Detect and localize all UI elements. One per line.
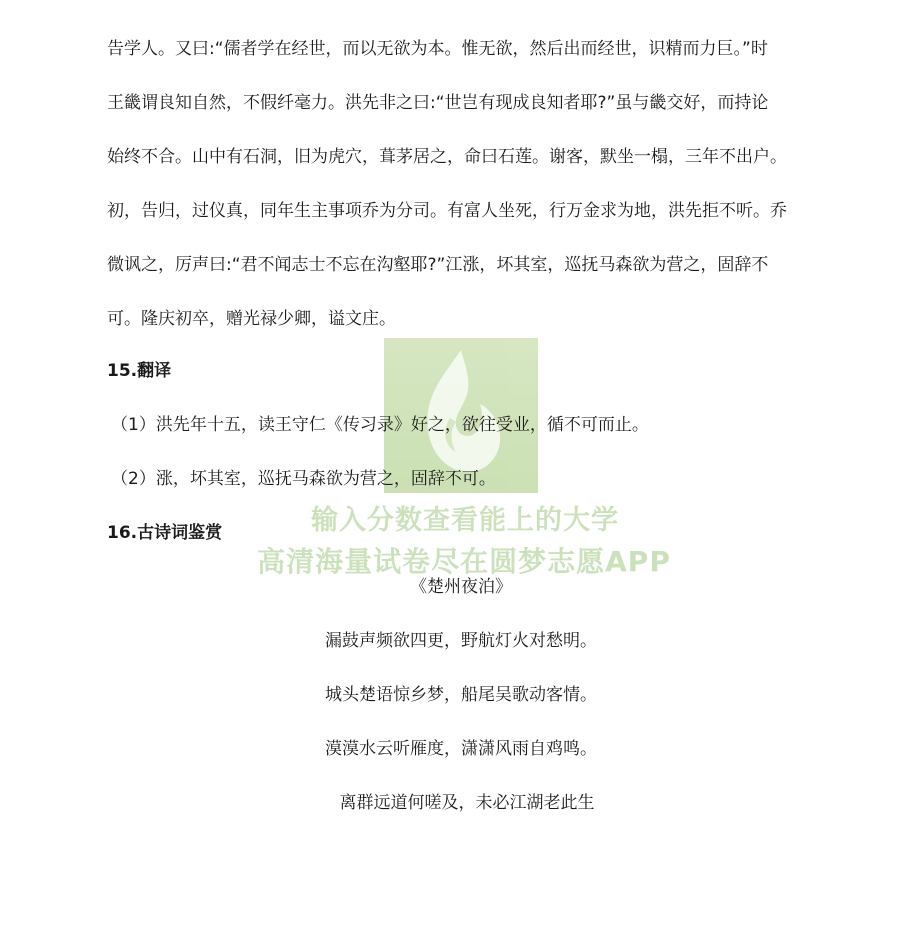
watermark-line-2: 高清海量试卷尽在圆梦志愿APP [257, 545, 671, 578]
poem-line: 漠漠水云听雁度，潇潇风雨自鸡鸣。 [325, 739, 597, 759]
passage-line: 告学人。又曰:“儒者学在经世，而以无欲为本。惟无欲，然后出而经世，识精而力巨。”时 [107, 39, 768, 59]
watermark-line-1: 输入分数查看能上的大学 [311, 505, 619, 536]
passage-line: 微讽之，厉声曰:“君不闻志士不忘在沟壑耶?”江涨，坏其室，巡抚马森欲为营之，固辞不 [107, 255, 769, 275]
translation-item: （2）涨，坏其室，巡抚马森欲为营之，固辞不可。 [111, 469, 496, 489]
passage-line: 初，告归，过仪真，同年生主事项乔为分司。有富人坐死，行万金求为地，洪先拒不听。乔 [107, 201, 787, 221]
poem-line: 城头楚语惊乡梦，船尾吴歌动客情。 [325, 685, 597, 705]
question-15-heading: 15.翻译 [107, 361, 172, 381]
translation-item: （1）洪先年十五，读王守仁《传习录》好之，欲往受业，循不可而止。 [111, 415, 649, 435]
question-16-heading: 16.古诗词鉴赏 [107, 523, 223, 543]
poem-title: 《楚州夜泊》 [410, 577, 512, 597]
passage-line: 可。隆庆初卒，赠光禄少卿，谥文庄。 [107, 309, 396, 329]
poem-line: 漏鼓声频欲四更，野航灯火对愁明。 [325, 631, 597, 651]
poem-line: 离群远道何嗟及，未必江湖老此生 [339, 793, 595, 813]
passage-line: 始终不合。山中有石洞，旧为虎穴，葺茅居之，命曰石莲。谢客，默坐一榻，三年不出户。 [107, 147, 787, 167]
passage-line: 王畿谓良知自然，不假纤毫力。洪先非之曰:“世岂有现成良知者耶?”虽与畿交好，而持论 [107, 93, 769, 113]
